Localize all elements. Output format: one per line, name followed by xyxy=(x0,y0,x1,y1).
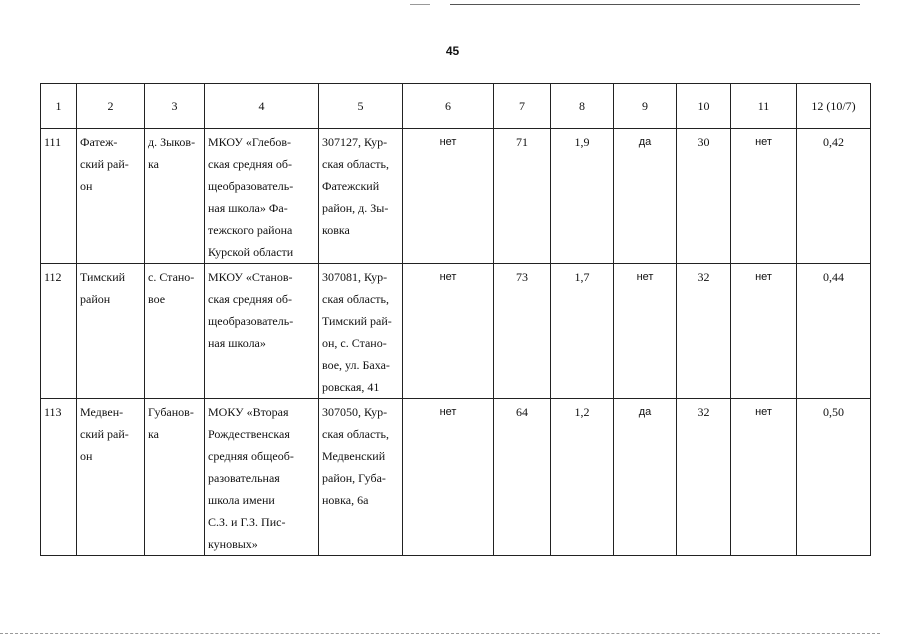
table-row xyxy=(41,264,871,399)
cell-col-11: нет xyxy=(731,264,797,399)
cell-col-8: 1,7 xyxy=(551,264,614,399)
cell-school: МКОУ «Станов- ская средняя об- щеобразователь- ная школа» xyxy=(205,264,319,399)
table-row xyxy=(41,399,871,556)
header-col-12: 12 (10/7) xyxy=(797,84,871,129)
header-col-4: 4 xyxy=(205,84,319,129)
cell-school: МКОУ «Глебов- ская средняя об- щеобразователь- ная школа» Фа- тежского района Курской области xyxy=(205,129,319,264)
cell-num: 111 xyxy=(41,129,77,264)
cell-col-9: да xyxy=(614,129,677,264)
cell-col-6: нет xyxy=(403,399,494,556)
cell-locality: с. Стано- вое xyxy=(145,264,205,399)
cell-address: 307081, Кур- ская область, Тимский рай- он, с. Стано- вое, ул. Баха- ровская, 41 xyxy=(319,264,403,399)
cell-col-6: нет xyxy=(403,129,494,264)
cell-school: МОКУ «Вторая Рождественская средняя общеоб- разовательная школа имени С.З. и Г.З. Пис- куновых» xyxy=(205,399,319,556)
header-col-9: 9 xyxy=(614,84,677,129)
table-row xyxy=(41,129,871,264)
header-col-1: 1 xyxy=(41,84,77,129)
cell-district: Медвен- ский рай- он xyxy=(77,399,145,556)
cell-locality: Губанов- ка xyxy=(145,399,205,556)
header-col-10: 10 xyxy=(677,84,731,129)
cell-col-12: 0,42 xyxy=(797,129,871,264)
cell-address: 307050, Кур- ская область, Медвенский район, Губа- новка, 6а xyxy=(319,399,403,556)
cell-col-8: 1,9 xyxy=(551,129,614,264)
cell-locality: д. Зыков- ка xyxy=(145,129,205,264)
cell-num: 112 xyxy=(41,264,77,399)
header-col-2: 2 xyxy=(77,84,145,129)
cell-col-11: нет xyxy=(731,399,797,556)
header-col-5: 5 xyxy=(319,84,403,129)
bottom-scan-noise xyxy=(0,633,880,635)
cell-col-10: 32 xyxy=(677,399,731,556)
page-number: 45 xyxy=(445,44,460,58)
cell-col-9: да xyxy=(614,399,677,556)
cell-address: 307127, Кур- ская область, Фатежский район, д. Зы- ковка xyxy=(319,129,403,264)
cell-col-11: нет xyxy=(731,129,797,264)
cell-col-7: 73 xyxy=(494,264,551,399)
cell-col-9: нет xyxy=(614,264,677,399)
header-col-11: 11 xyxy=(731,84,797,129)
header-col-6: 6 xyxy=(403,84,494,129)
cell-col-7: 64 xyxy=(494,399,551,556)
cell-col-10: 30 xyxy=(677,129,731,264)
table-header-row xyxy=(41,84,871,129)
cell-col-7: 71 xyxy=(494,129,551,264)
cell-num: 113 xyxy=(41,399,77,556)
top-scan-rule-short xyxy=(410,4,430,5)
cell-col-12: 0,50 xyxy=(797,399,871,556)
cell-district: Тимский район xyxy=(77,264,145,399)
header-col-7: 7 xyxy=(494,84,551,129)
cell-col-10: 32 xyxy=(677,264,731,399)
header-col-3: 3 xyxy=(145,84,205,129)
cell-district: Фатеж- ский рай- он xyxy=(77,129,145,264)
cell-col-6: нет xyxy=(403,264,494,399)
cell-col-8: 1,2 xyxy=(551,399,614,556)
header-col-8: 8 xyxy=(551,84,614,129)
schools-table xyxy=(40,83,871,556)
top-scan-rule xyxy=(450,4,860,5)
cell-col-12: 0,44 xyxy=(797,264,871,399)
